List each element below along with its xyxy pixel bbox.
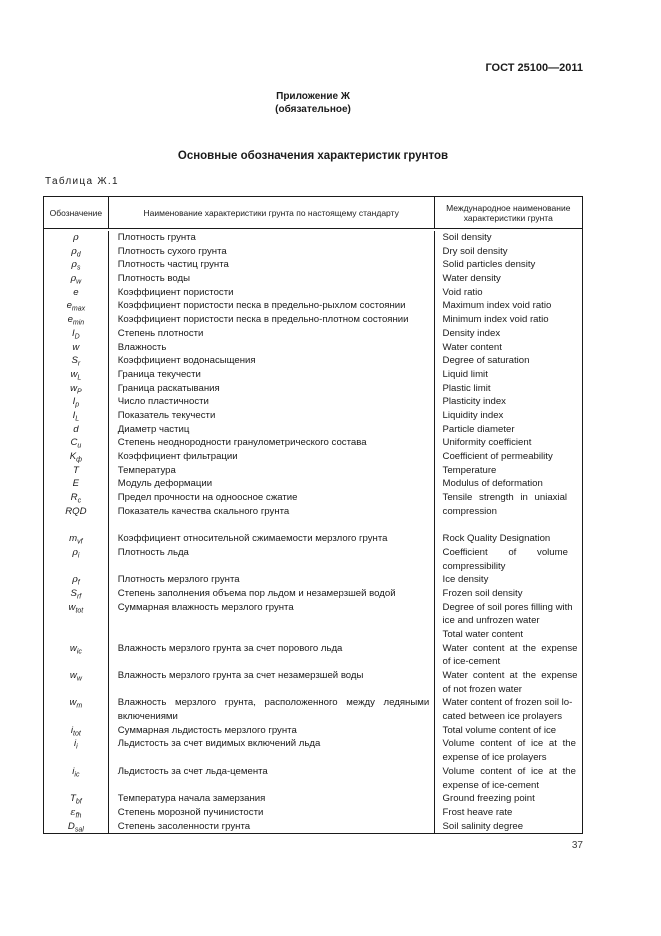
appendix-heading bbox=[43, 91, 583, 116]
ru-name-cell: Степень неоднородности гранулометрического состава bbox=[109, 436, 435, 450]
symbol-cell bbox=[44, 258, 109, 272]
symbol-cell bbox=[44, 587, 109, 601]
ru-name-cell: включениями bbox=[109, 710, 435, 724]
appendix-subtitle: (обязательное) bbox=[275, 103, 351, 115]
ru-name-cell: Температура bbox=[109, 464, 435, 478]
table-row bbox=[44, 286, 582, 300]
table-row bbox=[44, 696, 582, 710]
ru-name-cell: Показатель текучести bbox=[109, 409, 435, 423]
symbol-base: w bbox=[69, 642, 77, 654]
en-name-cell: Liquidity index bbox=[442, 409, 504, 421]
symbol-base: w bbox=[70, 368, 78, 380]
table-row bbox=[44, 354, 582, 368]
symbol-base: ρ bbox=[73, 232, 79, 243]
table-row bbox=[44, 395, 582, 409]
symbol-cell bbox=[44, 655, 109, 669]
symbol-subscript: s bbox=[76, 264, 81, 272]
symbol-cell bbox=[44, 436, 109, 450]
ru-name-cell: Влажность мерзлого грунта за счет порового льда bbox=[109, 642, 435, 656]
en-name-cell: Total water content bbox=[442, 628, 524, 640]
symbol-subscript: w bbox=[76, 278, 82, 286]
symbol-subscript: ic bbox=[76, 648, 82, 656]
table-row bbox=[44, 272, 582, 286]
symbol-cell bbox=[44, 628, 109, 642]
symbol-cell bbox=[44, 614, 109, 628]
symbol-cell bbox=[44, 737, 109, 751]
ru-name-cell: Предел прочности на одноосное сжатие bbox=[109, 491, 435, 505]
symbol-cell bbox=[44, 341, 109, 355]
table-row bbox=[44, 299, 582, 313]
symbol-base: m bbox=[69, 533, 78, 545]
symbol-subscript: u bbox=[77, 442, 82, 450]
symbol-base: D bbox=[67, 820, 75, 832]
symbol-subscript: w bbox=[76, 675, 82, 683]
symbol-cell bbox=[44, 518, 109, 532]
table-row bbox=[44, 820, 582, 834]
symbol-base: I bbox=[72, 409, 76, 421]
symbol-base: ρ bbox=[70, 273, 77, 285]
table-row bbox=[44, 231, 582, 245]
ru-name-cell: Влажность bbox=[109, 341, 435, 355]
symbol-base: C bbox=[70, 437, 78, 449]
table-row bbox=[44, 546, 582, 560]
en-name-cell: Volume content of ice at the bbox=[442, 738, 576, 750]
symbol-subscript: f bbox=[77, 579, 80, 587]
table-row bbox=[44, 423, 582, 437]
ru-name-cell: Коэффициент фильтрации bbox=[109, 450, 435, 464]
en-name-cell: Temperature bbox=[442, 464, 497, 476]
symbol-base: I bbox=[72, 327, 75, 339]
symbol-cell bbox=[44, 245, 109, 259]
ru-name-cell: Показатель качества скального грунта bbox=[109, 505, 435, 519]
symbol-cell bbox=[44, 532, 109, 546]
table-row bbox=[44, 245, 582, 259]
symbol-subscript: p bbox=[75, 401, 80, 409]
en-name-cell: Water content at the expense bbox=[442, 670, 578, 681]
en-name-cell bbox=[435, 518, 582, 532]
symbol-base: T bbox=[72, 464, 79, 476]
symbol-cell bbox=[44, 724, 109, 738]
table-row bbox=[44, 614, 582, 628]
en-name-cell: Total volume content of ice bbox=[442, 724, 557, 736]
symbol-cell bbox=[44, 286, 109, 300]
ru-name-cell: Плотность сухого грунта bbox=[109, 245, 435, 259]
en-name-cell: Ice density bbox=[442, 574, 489, 586]
symbol-cell bbox=[44, 464, 109, 478]
en-name-cell: Plastic limit bbox=[442, 382, 491, 394]
en-name-cell: Liquid limit bbox=[442, 368, 488, 380]
en-name-cell: of ice-cement bbox=[442, 656, 501, 668]
en-name-cell: Rock Quality Designation bbox=[442, 533, 551, 545]
symbol-base: e bbox=[73, 286, 79, 298]
table-row bbox=[44, 505, 582, 519]
ru-name-cell: Плотность льда bbox=[109, 546, 435, 560]
table-row bbox=[44, 642, 582, 656]
symbol-base: w bbox=[69, 697, 77, 709]
en-name-cell: expense of ice prolayers bbox=[442, 752, 547, 764]
symbol-cell bbox=[44, 751, 109, 765]
symbol-base: w bbox=[68, 601, 76, 613]
en-name-cell: Maximum index void ratio bbox=[442, 300, 552, 312]
ru-name-cell: Степень заполнения объема пор льдом и незамерзшей водой bbox=[109, 587, 435, 601]
table-row bbox=[44, 258, 582, 272]
column-header-symbol: Обозначение bbox=[44, 197, 109, 228]
ru-name-cell: Коэффициент относительной сжимаемости мерзлого грунта bbox=[109, 532, 435, 546]
symbol-cell bbox=[44, 669, 109, 683]
en-name-cell: Dry soil density bbox=[442, 245, 508, 257]
en-name-cell: Water content of frozen soil lo- bbox=[442, 697, 573, 709]
table-row bbox=[44, 587, 582, 601]
ru-name-cell: Плотность грунта bbox=[109, 231, 435, 245]
en-name-cell: Solid particles density bbox=[442, 259, 536, 271]
table-row bbox=[44, 368, 582, 382]
symbol-base: E bbox=[72, 478, 80, 490]
symbol-cell bbox=[44, 382, 109, 396]
en-name-cell: Coefficient of permeability bbox=[442, 451, 553, 462]
ru-name-cell bbox=[109, 751, 435, 765]
symbol-base: w bbox=[69, 670, 77, 681]
en-name-cell: ice and unfrozen water bbox=[442, 615, 540, 627]
en-name-cell: Frozen soil density bbox=[442, 587, 523, 599]
symbol-cell bbox=[44, 354, 109, 368]
symbol-cell bbox=[44, 327, 109, 341]
ru-name-cell: Коэффициент пористости bbox=[109, 286, 435, 300]
symbol-subscript: sal bbox=[74, 826, 84, 834]
symbol-cell bbox=[44, 601, 109, 615]
symbol-subscript: D bbox=[74, 333, 80, 341]
en-name-cell: Volume content of ice at the bbox=[442, 765, 576, 777]
ru-name-cell: Плотность мерзлого грунта bbox=[109, 573, 435, 587]
en-name-cell: Plasticity index bbox=[442, 396, 506, 408]
symbol-cell bbox=[44, 683, 109, 697]
ru-name-cell: Суммарная льдистость мерзлого грунта bbox=[109, 724, 435, 738]
table-body bbox=[44, 229, 582, 833]
en-name-cell: Soil density bbox=[442, 232, 492, 243]
column-header-international-name: Международное наименование характеристики грунта bbox=[446, 202, 571, 223]
symbol-cell bbox=[44, 313, 109, 327]
symbol-base: i bbox=[70, 724, 74, 736]
symbol-subscript: ф bbox=[76, 456, 82, 464]
table-row bbox=[44, 436, 582, 450]
en-name-cell: Degree of saturation bbox=[442, 355, 530, 367]
symbol-subscript: L bbox=[77, 374, 82, 382]
symbol-cell bbox=[44, 792, 109, 806]
ru-name-cell: Граница текучести bbox=[109, 368, 435, 382]
table-row bbox=[44, 779, 582, 793]
symbol-subscript: d bbox=[76, 251, 81, 259]
ru-name-cell bbox=[109, 628, 435, 642]
symbol-base: ρ bbox=[71, 245, 77, 257]
symbol-cell bbox=[44, 272, 109, 286]
en-name-cell: cated between ice prolayers bbox=[442, 711, 562, 723]
symbol-base: S bbox=[71, 355, 78, 367]
symbol-cell bbox=[44, 409, 109, 423]
ru-name-cell: Коэффициент пористости песка в предельно-рыхлом состоянии bbox=[109, 299, 435, 313]
symbol-cell bbox=[44, 450, 109, 464]
ru-name-cell: Влажность мерзлого грунта за счет незамерзшей воды bbox=[109, 669, 435, 683]
symbol-base: e bbox=[67, 314, 73, 326]
ru-name-cell: Граница раскатывания bbox=[109, 382, 435, 396]
symbol-cell bbox=[44, 491, 109, 505]
symbol-cell bbox=[44, 806, 109, 820]
table-row bbox=[44, 532, 582, 546]
page-number: 37 bbox=[571, 840, 583, 851]
ru-name-cell bbox=[109, 683, 435, 697]
en-name-cell: Minimum index void ratio bbox=[442, 314, 549, 326]
symbol-subscript: L bbox=[75, 415, 80, 423]
symbol-base: R bbox=[70, 492, 78, 504]
en-name-cell: Water content at the expense bbox=[442, 642, 578, 654]
symbol-subscript: bf bbox=[75, 798, 82, 806]
en-name-cell: of not frozen water bbox=[442, 683, 522, 695]
en-name-cell: Modulus of deformation bbox=[442, 478, 543, 490]
table-row bbox=[44, 464, 582, 478]
en-name-cell: compressibility bbox=[442, 560, 506, 572]
en-name-cell: Tensile strength in uniaxial bbox=[442, 492, 568, 504]
en-name-cell: Soil salinity degree bbox=[442, 820, 524, 832]
table-row bbox=[44, 560, 582, 574]
ru-name-cell: Льдистость за счет видимых включений льда bbox=[109, 737, 435, 751]
table-row bbox=[44, 601, 582, 615]
symbol-subscript: tot bbox=[73, 730, 81, 738]
table-row bbox=[44, 628, 582, 642]
symbol-subscript: c bbox=[77, 497, 82, 505]
symbol-cell bbox=[44, 642, 109, 656]
symbol-cell bbox=[44, 710, 109, 724]
symbol-subscript: ic bbox=[74, 771, 80, 779]
symbol-cell bbox=[44, 299, 109, 313]
symbol-base: S bbox=[70, 587, 77, 599]
table-row bbox=[44, 710, 582, 724]
table-row bbox=[44, 792, 582, 806]
symbol-subscript: m bbox=[76, 702, 83, 710]
table-row bbox=[44, 477, 582, 491]
en-name-cell: Ground freezing point bbox=[442, 793, 535, 805]
ru-name-cell: Число пластичности bbox=[109, 395, 435, 409]
en-name-cell: Water content bbox=[442, 341, 502, 353]
ru-name-cell: Температура начала замерзания bbox=[109, 792, 435, 806]
symbol-base: RQD bbox=[65, 505, 87, 517]
symbol-subscript: P bbox=[77, 388, 82, 396]
table-row bbox=[44, 491, 582, 505]
ru-name-cell: Степень плотности bbox=[109, 327, 435, 341]
en-name-cell: Water density bbox=[442, 273, 501, 285]
symbol-cell bbox=[44, 505, 109, 519]
symbol-cell bbox=[44, 395, 109, 409]
symbol-cell bbox=[44, 779, 109, 793]
en-name-cell: Void ratio bbox=[442, 286, 483, 298]
symbol-subscript: max bbox=[71, 305, 86, 313]
symbol-subscript: i bbox=[76, 743, 78, 751]
symbol-cell bbox=[44, 696, 109, 710]
en-name-cell: Density index bbox=[442, 327, 501, 339]
ru-name-cell: Плотность воды bbox=[109, 272, 435, 286]
symbol-base: T bbox=[70, 793, 76, 805]
symbol-cell bbox=[44, 368, 109, 382]
symbol-base: K bbox=[69, 451, 77, 462]
symbol-subscript: fh bbox=[75, 812, 82, 820]
ru-name-cell bbox=[109, 655, 435, 669]
document-code: ГОСТ 25100—2011 bbox=[485, 62, 583, 74]
appendix-title: Приложение Ж bbox=[276, 91, 350, 102]
ru-name-cell: Льдистость за счет льда-цемента bbox=[109, 765, 435, 779]
symbol-subscript: tot bbox=[75, 607, 84, 615]
table-row bbox=[44, 382, 582, 396]
symbol-subscript: r bbox=[77, 360, 81, 368]
symbol-cell bbox=[44, 231, 109, 245]
table-row bbox=[44, 450, 582, 464]
symbol-base: I bbox=[72, 396, 76, 408]
table-row bbox=[44, 737, 582, 751]
ru-name-cell: Плотность частиц грунта bbox=[109, 258, 435, 272]
symbol-cell bbox=[44, 573, 109, 587]
table-row bbox=[44, 518, 582, 532]
table-row bbox=[44, 751, 582, 765]
symbol-cell bbox=[44, 546, 109, 560]
en-name-cell: expense of ice-cement bbox=[442, 779, 540, 791]
symbol-base: i bbox=[72, 765, 75, 777]
table-row bbox=[44, 573, 582, 587]
ru-name-cell bbox=[109, 779, 435, 793]
ru-name-cell bbox=[109, 560, 435, 574]
table-caption: Таблица Ж.1 bbox=[45, 176, 119, 187]
ru-name-cell bbox=[109, 518, 435, 532]
table-header-row bbox=[44, 197, 582, 229]
page-title: Основные обозначения характеристик грунтов bbox=[177, 150, 449, 162]
symbol-base: w bbox=[72, 341, 80, 353]
symbol-base: e bbox=[66, 300, 72, 312]
en-name-cell: compression bbox=[442, 505, 497, 517]
symbol-base: w bbox=[70, 382, 77, 394]
ru-name-cell bbox=[109, 614, 435, 628]
symbol-base: ρ bbox=[72, 546, 78, 558]
table-row bbox=[44, 806, 582, 820]
symbol-subscript: min bbox=[72, 319, 85, 327]
symbol-base: ρ bbox=[72, 574, 78, 586]
symbol-cell bbox=[44, 765, 109, 779]
table-row bbox=[44, 409, 582, 423]
table-row bbox=[44, 683, 582, 697]
table-row bbox=[44, 341, 582, 355]
ru-name-cell: Суммарная влажность мерзлого грунта bbox=[109, 601, 435, 615]
ru-name-cell: Коэффициент водонасыщения bbox=[109, 354, 435, 368]
table-row bbox=[44, 313, 582, 327]
symbol-base: d bbox=[73, 423, 79, 435]
symbol-base: ρ bbox=[71, 259, 77, 271]
symbol-cell bbox=[44, 477, 109, 491]
ru-name-cell: Степень засоленности грунта bbox=[109, 820, 435, 834]
en-name-cell: Uniformity coefficient bbox=[442, 437, 532, 449]
en-name-cell: Particle diameter bbox=[442, 423, 515, 435]
table-row bbox=[44, 765, 582, 779]
symbol-subscript: vf bbox=[77, 538, 83, 546]
en-name-cell: Coefficient of volume bbox=[442, 546, 568, 558]
ru-name-cell: Степень морозной пучинистости bbox=[109, 806, 435, 820]
symbol-cell bbox=[44, 423, 109, 437]
symbol-cell bbox=[44, 560, 109, 574]
table-row bbox=[44, 327, 582, 341]
ru-name-cell: Модуль деформации bbox=[109, 477, 435, 491]
ru-name-cell: Влажность мерзлого грунта, расположенного между ледяными bbox=[109, 696, 435, 710]
symbol-base: i bbox=[74, 738, 77, 750]
symbol-base: ε bbox=[70, 806, 76, 818]
symbol-subscript: rf bbox=[76, 593, 82, 601]
symbol-cell bbox=[44, 820, 109, 834]
symbols-table bbox=[43, 196, 583, 834]
ru-name-cell: Коэффициент пористости песка в предельно-плотном состоянии bbox=[109, 313, 435, 327]
ru-name-cell: Диаметр частиц bbox=[109, 423, 435, 437]
en-name-cell: Degree of soil pores filling with bbox=[442, 601, 573, 613]
en-name-cell: Frost heave rate bbox=[442, 806, 513, 818]
table-row bbox=[44, 724, 582, 738]
column-header-russian-name: Наименование характеристики грунта по настоящему стандарту bbox=[109, 197, 435, 228]
table-row bbox=[44, 655, 582, 669]
table-row bbox=[44, 669, 582, 683]
symbol-subscript: i bbox=[77, 552, 80, 560]
